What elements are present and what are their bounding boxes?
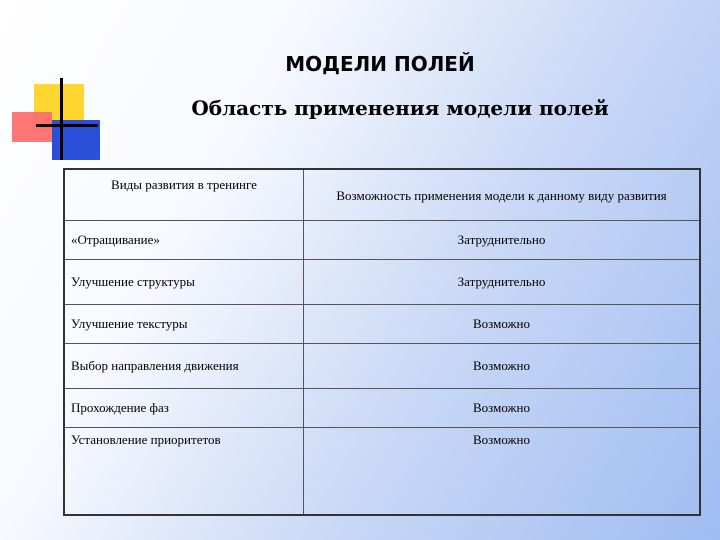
decor-horizontal-line — [36, 124, 98, 127]
slide-subtitle: Область применения модели полей — [191, 96, 609, 120]
table-row — [64, 344, 700, 389]
row-applicability: Возможно — [304, 428, 701, 516]
row-development-type: «Отращивание» — [64, 221, 304, 260]
row-development-type: Установление приоритетов — [64, 428, 304, 516]
table-header-row — [64, 169, 700, 221]
header-applicability: Возможность применения модели к данному виду развития — [304, 169, 701, 221]
applicability-table — [63, 168, 701, 516]
table-row — [64, 260, 700, 305]
row-applicability: Затруднительно — [304, 221, 701, 260]
header-development-type: Виды развития в тренинге — [64, 169, 304, 221]
row-applicability: Затруднительно — [304, 260, 701, 305]
table-row — [64, 389, 700, 428]
table-row — [64, 305, 700, 344]
table-row — [64, 221, 700, 260]
decor-vertical-line — [60, 78, 63, 160]
row-development-type: Улучшение структуры — [64, 260, 304, 305]
row-development-type: Прохождение фаз — [64, 389, 304, 428]
row-applicability: Возможно — [304, 305, 701, 344]
row-development-type: Выбор направления движения — [64, 344, 304, 389]
row-applicability: Возможно — [304, 389, 701, 428]
row-applicability: Возможно — [304, 344, 701, 389]
slide-title: МОДЕЛИ ПОЛЕЙ — [285, 52, 475, 76]
table-row — [64, 428, 700, 516]
decor-red-square — [12, 112, 52, 142]
row-development-type: Улучшение текстуры — [64, 305, 304, 344]
